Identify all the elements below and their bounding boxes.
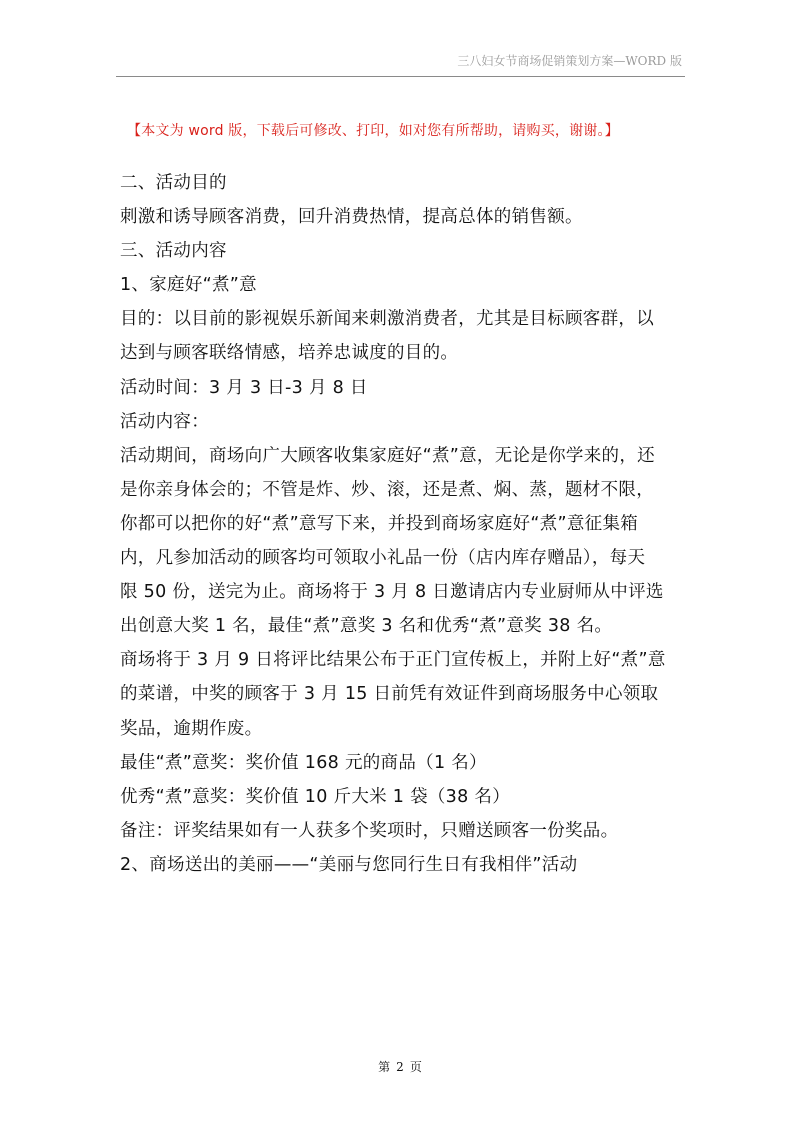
paragraph-line: 达到与顾客联络情感，培养忠诚度的目的。 [120, 343, 459, 364]
paragraph-line: 内，凡参加活动的顾客均可领取小礼品一份（店内库存赠品），每天 [120, 548, 646, 569]
paragraph-line: 是你亲身体会的；不管是炸、炒、滚，还是煮、焖、蒸，题材不限， [120, 479, 654, 500]
subsection-heading-birthday: 2、商场送出的美丽——“美丽与您同行生日有我相伴”活动 [120, 854, 578, 875]
activity-content-label: 活动内容： [120, 411, 209, 432]
header-divider [116, 76, 685, 77]
document-body [120, 166, 695, 882]
page-number: 2 [396, 1060, 404, 1074]
paragraph-line: 商场将于 3 月 9 日将评比结果公布于正门宣传板上，并附上好“煮”意 [120, 650, 666, 671]
paragraph-line: 活动期间，商场向广大顾客收集家庭好“煮”意，无论是你学来的，还 [120, 445, 655, 466]
paragraph-line: 限 50 份，送完为止。商场将于 3 月 8 日邀请店内专业厨师从中评选 [120, 582, 664, 603]
section-heading-purpose: 二、活动目的 [120, 173, 227, 193]
word-version-notice: 【本文为 word 版，下载后可修改、打印，如对您有所帮助，请购买，谢谢。】 [127, 123, 619, 139]
page-header-title: 三八妇女节商场促销策划方案—WORD 版 [457, 54, 682, 68]
activity-time-line: 活动时间：3 月 3 日-3 月 8 日 [120, 377, 368, 398]
paragraph-line: 出创意大奖 1 名，最佳“煮”意奖 3 名和优秀“煮”意奖 38 名。 [120, 616, 613, 637]
paragraph-line: 你都可以把你的好“煮”意写下来，并投到商场家庭好“煮”意征集箱 [120, 513, 639, 534]
paragraph-line: 刺激和诱导顾客消费，回升消费热情，提高总体的销售额。 [120, 207, 583, 228]
excellent-idea-prize-line: 优秀“煮”意奖：奖价值 10 斤大米 1 袋（38 名） [120, 786, 511, 807]
subsection-heading-family-idea: 1、家庭好“煮”意 [120, 275, 257, 296]
page-footer [0, 1058, 800, 1075]
best-idea-prize-line: 最佳“煮”意奖：奖价值 168 元的商品（1 名） [120, 752, 487, 773]
remark-line: 备注：评奖结果如有一人获多个奖项时，只赠送顾客一份奖品。 [120, 820, 619, 841]
paragraph-line: 奖品，逾期作废。 [120, 718, 263, 739]
footer-prefix: 第 [378, 1060, 391, 1074]
paragraph-line: 的菜谱，中奖的顾客于 3 月 15 日前凭有效证件到商场服务中心领取 [120, 684, 659, 705]
section-heading-content: 三、活动内容 [120, 241, 227, 262]
paragraph-line: 目的：以目前的影视娱乐新闻来刺激消费者，尤其是目标顾客群，以 [120, 309, 654, 330]
footer-suffix: 页 [409, 1060, 422, 1074]
